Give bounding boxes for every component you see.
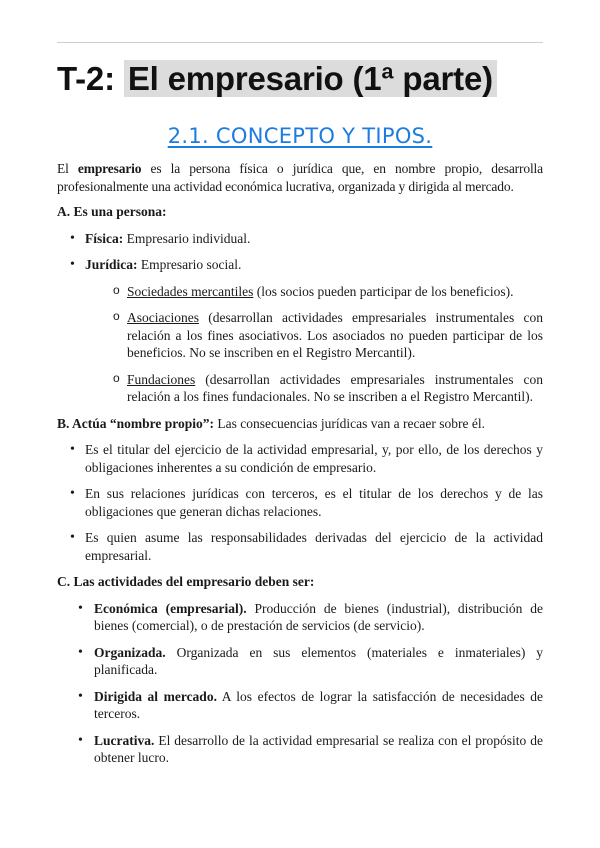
section-a-heading: A. Es una persona: <box>57 204 167 219</box>
item-text: Producción de bienes (industrial), distribución de bienes (comercial), o de prestación de servicios (de servicio). <box>94 600 543 633</box>
item-label: Física: <box>85 230 124 246</box>
item-label: Económica (empresarial). <box>94 600 247 616</box>
intro-text: es la persona física o jurídica que, en nombre propio, desarrolla profesionalmente una actividad económica lucrativa, organizada y dirigida al mercado. <box>57 161 543 194</box>
sub-list-item <box>85 371 543 406</box>
list-item <box>57 732 543 767</box>
section-b-list <box>57 441 543 564</box>
list-item <box>57 230 543 248</box>
section-c-heading: C. Las actividades del empresario deben ser: <box>57 574 315 589</box>
section-a-sublist <box>85 283 543 406</box>
list-item <box>57 256 543 406</box>
item-label: Organizada. <box>94 644 166 660</box>
item-text: El desarrollo de la actividad empresarial se realiza con el propósito de obtener lucro. <box>94 732 543 765</box>
section-b-heading <box>57 415 543 433</box>
title-prefix: T-2: <box>57 60 115 97</box>
section-c-list <box>57 600 543 767</box>
document-body <box>57 160 543 776</box>
list-item: • Es quien asume las responsabilidades derivadas del ejercicio de la actividad empresarial. <box>57 529 543 564</box>
page-title <box>57 56 497 102</box>
item-text: A los efectos de lograr la satisfacción de necesidades de terceros. <box>94 688 543 721</box>
top-divider <box>57 42 543 43</box>
section-a-list <box>57 230 543 406</box>
item-label: Jurídica: <box>85 257 138 272</box>
item-label: Lucrativa. <box>94 732 155 748</box>
sub-list-item <box>85 283 543 301</box>
list-item <box>57 600 543 635</box>
sub-item-text: (desarrollan actividades empresariales instrumentales con relación a los fines asociativos. Los asociados no pueden participar de los beneficios. No se inscriben en el Registro Mercantil). <box>127 310 543 360</box>
list-item: • Es el titular del ejercicio de la actividad empresarial, y, por ello, de los derechos y obligaciones inherentes a su condición de empresario. <box>57 441 543 476</box>
sub-item-label: Sociedades mercantiles <box>127 283 254 299</box>
sub-item-text: (los socios pueden participar de los beneficios). <box>253 283 514 299</box>
title-highlight: El empresario (1ª parte) <box>124 60 497 97</box>
section-b-subtitle: Las consecuencias jurídicas van a recaer sobre él. <box>214 415 486 431</box>
item-text: Organizada en sus elementos (materiales e inmateriales) y planificada. <box>94 644 543 677</box>
intro-paragraph <box>57 160 543 195</box>
list-item <box>57 688 543 723</box>
item-text: Empresario individual. <box>123 230 251 246</box>
sub-item-label: Fundaciones <box>127 371 196 387</box>
sub-item-label: Asociaciones <box>127 310 199 325</box>
list-item <box>57 644 543 679</box>
intro-pre: El <box>57 161 78 176</box>
sub-item-text: (desarrollan actividades empresariales instrumentales con relación a los fines fundacionales. No se inscriben a el Registro Mercantil). <box>127 371 543 404</box>
intro-keyword: empresario <box>77 161 142 176</box>
item-label: Dirigida al mercado. <box>94 688 217 704</box>
section-b-title: B. Actúa “nombre propio”: <box>57 415 215 431</box>
item-text: Empresario social. <box>137 257 242 272</box>
sub-list-item <box>85 309 543 362</box>
section-subtitle: 2.1. CONCEPTO Y TIPOS. <box>167 124 433 148</box>
list-item: • En sus relaciones jurídicas con terceros, es el titular de los derechos y de las obligaciones que generan dichas relaciones. <box>57 485 543 520</box>
